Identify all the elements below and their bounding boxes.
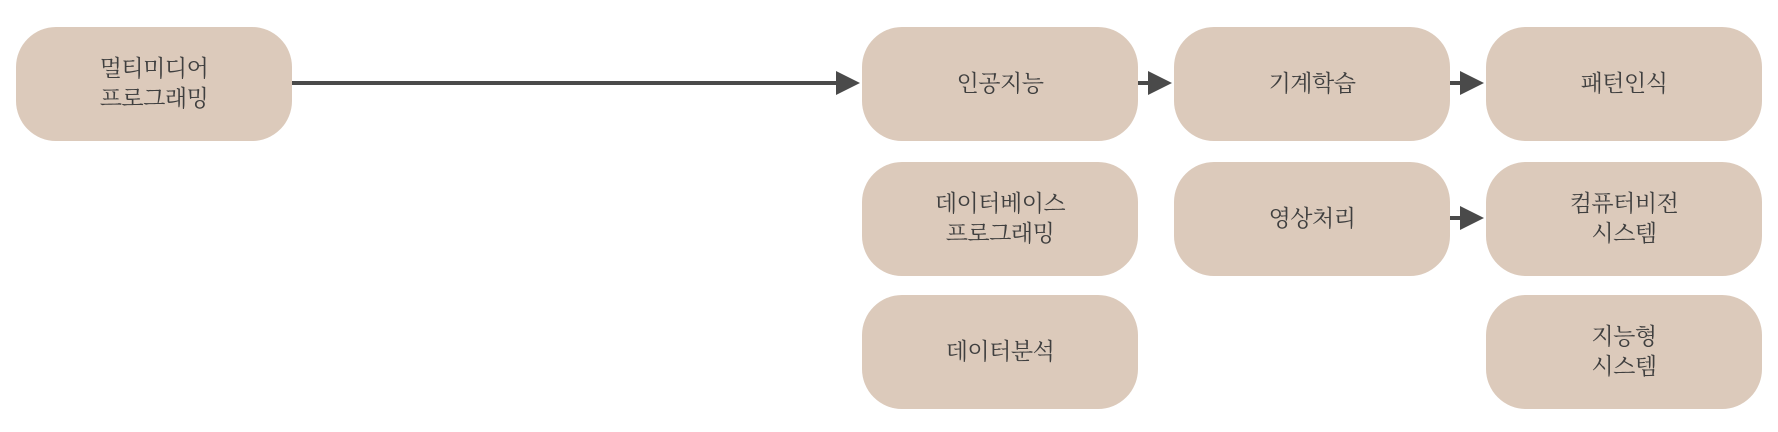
node-label-line2: 프로그래밍 xyxy=(99,86,209,112)
node-label-line2: 프로그래밍 xyxy=(945,221,1055,247)
node-database-programming xyxy=(862,162,1138,276)
node-pattern-recognition xyxy=(1486,27,1762,141)
node-label: 영상처리 xyxy=(1268,206,1356,232)
node-intelligent-system xyxy=(1486,295,1762,409)
node-data-analysis xyxy=(862,295,1138,409)
node-label: 데이터분석 xyxy=(945,339,1055,365)
edge-ai-to-ml xyxy=(1136,71,1172,95)
node-label-line2: 시스템 xyxy=(1591,221,1657,247)
edge-multimedia-to-ai xyxy=(292,71,860,95)
edge-imageproc-to-vision xyxy=(1448,206,1484,230)
node-label-line1: 데이터베이스 xyxy=(934,191,1066,217)
node-label-line1: 컴퓨터비전 xyxy=(1569,191,1679,217)
edge-ml-to-pattern xyxy=(1448,71,1484,95)
arrowhead xyxy=(1148,71,1172,95)
node-label: 패턴인식 xyxy=(1580,71,1668,97)
node-label: 기계학습 xyxy=(1268,71,1356,97)
node-computer-vision-system xyxy=(1486,162,1762,276)
node-label-line1: 지능형 xyxy=(1591,324,1657,350)
node-label-line1: 멀티미디어 xyxy=(99,56,209,82)
node-label: 인공지능 xyxy=(956,71,1044,97)
node-multimedia-programming xyxy=(16,27,292,141)
node-machine-learning xyxy=(1174,27,1450,141)
arrowhead xyxy=(1460,71,1484,95)
arrowhead xyxy=(1460,206,1484,230)
arrowhead xyxy=(836,71,860,95)
node-artificial-intelligence xyxy=(862,27,1138,141)
node-label-line2: 시스템 xyxy=(1591,354,1657,380)
node-image-processing xyxy=(1174,162,1450,276)
